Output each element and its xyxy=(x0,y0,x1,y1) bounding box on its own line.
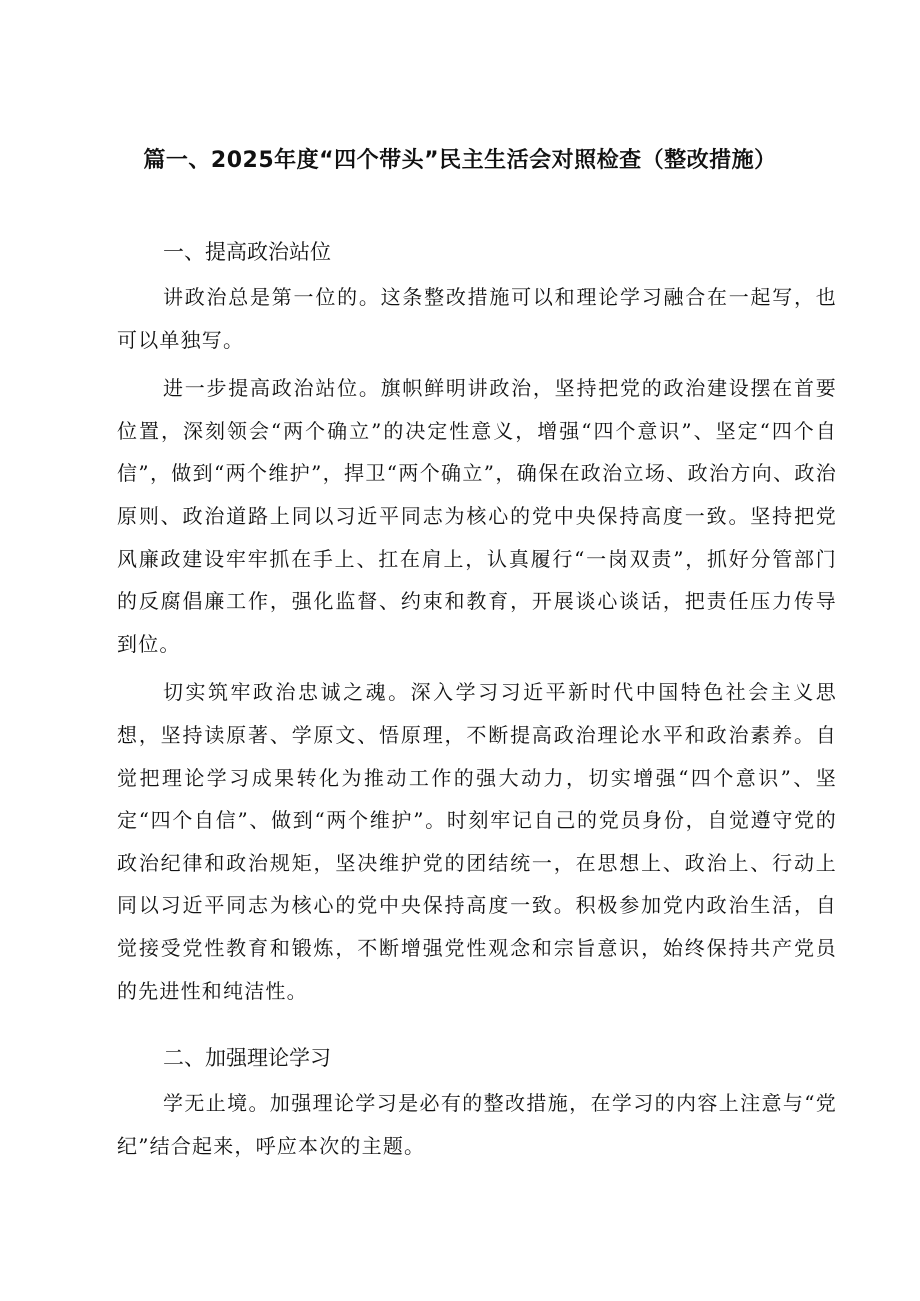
document-title: 篇一、2025年度“四个带头”民主生活会对照检查（整改措施） xyxy=(143,148,777,173)
paragraph: 切实筑牢政治忠诚之魂。深入学习习近平新时代中国特色社会主义思想，坚持读原著、学原文、悟原理，不断提高政治理论水平和政治素养。自觉把理论学习成果转化为推动工作的强大动力，切实增强“四个意识”、坚定“四个自信”、做到“两个维护”。时刻牢记自己的党员身份，自觉遵守党的政治纪律和政治规矩，坚决维护党的团结统一，在思想上、政治上、行动上同以习近平同志为核心的党中央保持高度一致。积极参加党内政治生活，自觉接受党性教育和锻炼，不断增强党性观念和宗旨意识，始终保持共产党员的先进性和纯洁性。 xyxy=(117,680,837,1003)
paragraph: 讲政治总是第一位的。这条整改措施可以和理论学习融合在一起写，也可以单独写。 xyxy=(117,285,837,352)
document-body xyxy=(117,234,837,1167)
section-heading: 二、加强理论学习 xyxy=(163,1046,331,1071)
paragraph: 学无止境。加强理论学习是必有的整改措施，在学习的内容上注意与“党纪”结合起来，呼应本次的主题。 xyxy=(117,1091,837,1158)
section-heading: 一、提高政治站位 xyxy=(163,240,331,264)
paragraph: 进一步提高政治站位。旗帜鲜明讲政治，坚持把党的政治建设摆在首要位置，深刻领会“两个确立”的决定性意义，增强“四个意识”、坚定“四个自信”，做到“两个维护”，捍卫“两个确立”，确保在政治立场、政治方向、政治原则、政治道路上同以习近平同志为核心的党中央保持高度一致。坚持把党风廉政建设牢牢抓在手上、扛在肩上，认真履行“一岗双责”，抓好分管部门的反腐倡廉工作，强化监督、约束和教育，开展谈心谈话，把责任压力传导到位。 xyxy=(117,376,837,656)
